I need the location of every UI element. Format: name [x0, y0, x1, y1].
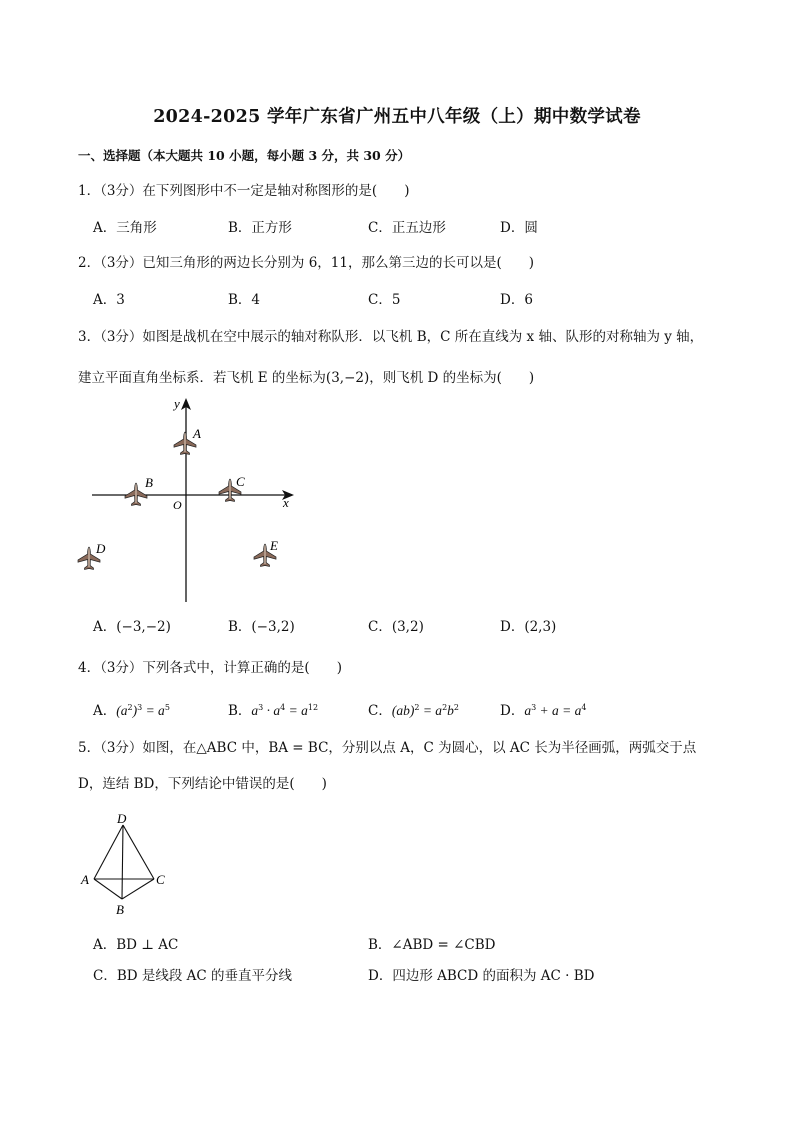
question-3-stem-line-2: 建立平面直角坐标系．若飞机 E 的坐标为(3,−2)，则飞机 D 的坐标为( ) — [78, 370, 535, 386]
expr-exponent: 4 — [280, 703, 286, 712]
question-2-stem: 2．（3分）已知三角形的两边长分别为 6，11，那么第三边的长可以是( ) — [78, 255, 535, 271]
question-1-option-a: A．三角形 — [93, 220, 157, 236]
y-axis-label: y — [174, 396, 180, 411]
exam-title: 2024-2025 学年广东省广州五中八年级（上）期中数学试卷 — [153, 107, 641, 127]
segment-bd — [122, 825, 123, 899]
question-4-option-c — [368, 699, 459, 719]
question-5-option-d: D．四边形 ABCD 的面积为 AC · BD — [368, 968, 595, 984]
vertex-a-label: A — [81, 872, 89, 887]
question-3-option-d: D．(2,3) — [500, 619, 557, 635]
expr-exponent: 3 — [258, 703, 264, 712]
question-5-option-c: C．BD 是线段 AC 的垂直平分线 — [93, 968, 293, 984]
option-label: B． — [228, 703, 252, 719]
x-axis-label: x — [283, 495, 289, 510]
question-3-option-a: A．(−3,−2) — [93, 619, 171, 635]
expr-exponent: 2 — [442, 703, 448, 712]
question-2-option-b: B．4 — [228, 292, 261, 308]
point-b-label: B — [145, 475, 153, 490]
segment-ab — [94, 879, 122, 899]
question-5-figure — [70, 808, 190, 923]
expr-rest: = a — [142, 703, 165, 718]
expr-exponent: 2 — [453, 703, 459, 712]
expr-rest: = a — [285, 703, 308, 718]
expr-base: a — [251, 703, 259, 718]
option-label: C． — [368, 703, 392, 719]
question-4-option-b — [228, 699, 318, 719]
expr-base: a — [524, 703, 532, 718]
point-a-label: A — [193, 426, 201, 441]
question-3-option-c: C．(3,2) — [368, 619, 424, 635]
question-3-figure — [70, 390, 310, 610]
vertex-b-label: B — [116, 902, 124, 917]
expr-base: (ab) — [391, 703, 415, 718]
expr-exponent: 12 — [307, 703, 319, 712]
question-5-option-a: A．BD ⊥ AC — [93, 937, 179, 953]
expr-exponent: 3 — [531, 703, 537, 712]
question-1-option-d: D．圆 — [500, 220, 538, 236]
expr-exponent: 3 — [137, 703, 143, 712]
expr-mid: + a = a — [536, 703, 582, 718]
segment-ad — [94, 825, 123, 879]
question-3-option-b: B．(−3,2) — [228, 619, 295, 635]
point-c-label: C — [236, 474, 245, 489]
expr-exponent: 5 — [164, 703, 170, 712]
expr-mid: · a — [263, 703, 281, 718]
expr-exponent: 4 — [581, 703, 587, 712]
question-2-option-c: C．5 — [368, 292, 401, 308]
question-4-option-a — [93, 699, 170, 719]
expr-base: (a — [116, 703, 128, 718]
option-label: D． — [500, 703, 525, 719]
segment-dc — [123, 825, 154, 879]
section-heading: 一、选择题（本大题共 10 小题，每小题 3 分，共 30 分） — [78, 148, 411, 163]
question-1-option-b: B．正方形 — [228, 220, 292, 236]
vertex-c-label: C — [156, 872, 165, 887]
point-e-label: E — [270, 538, 278, 553]
question-1-stem: 1．（3分）在下列图形中不一定是轴对称图形的是( ) — [78, 183, 410, 199]
expr-exponent: 2 — [414, 703, 420, 712]
question-5-stem-line-1: 5．（3分）如图，在△ABC 中，BA = BC，分别以点 A，C 为圆心，以 AC 长为半径画弧，两弧交于点 — [78, 740, 697, 756]
vertex-d-label: D — [117, 811, 127, 826]
question-2-option-d: D．6 — [500, 292, 533, 308]
origin-label: O — [173, 498, 182, 512]
question-5-option-b: B．∠ABD = ∠CBD — [368, 937, 496, 953]
question-4-stem: 4．（3分）下列各式中，计算正确的是( ) — [78, 660, 342, 676]
expr-exponent: 2 — [127, 703, 133, 712]
expr-mid: = a — [419, 703, 443, 718]
expr-mid: ) — [132, 703, 138, 718]
expr-rest: b — [447, 703, 454, 718]
question-5-stem-line-2: D，连结 BD，下列结论中错误的是( ) — [78, 776, 327, 792]
plane-b-icon — [125, 483, 147, 506]
question-1-option-c: C．正五边形 — [368, 220, 446, 236]
question-2-option-a: A．3 — [93, 292, 125, 308]
question-4-option-d — [500, 699, 587, 719]
segment-bc — [122, 879, 154, 899]
option-label: A． — [93, 703, 117, 719]
point-d-label: D — [96, 541, 106, 556]
question-3-stem-line-1: 3．（3分）如图是战机在空中展示的轴对称队形．以飞机 B，C 所在直线为 x 轴、队形的对称轴为 y 轴， — [78, 329, 704, 345]
